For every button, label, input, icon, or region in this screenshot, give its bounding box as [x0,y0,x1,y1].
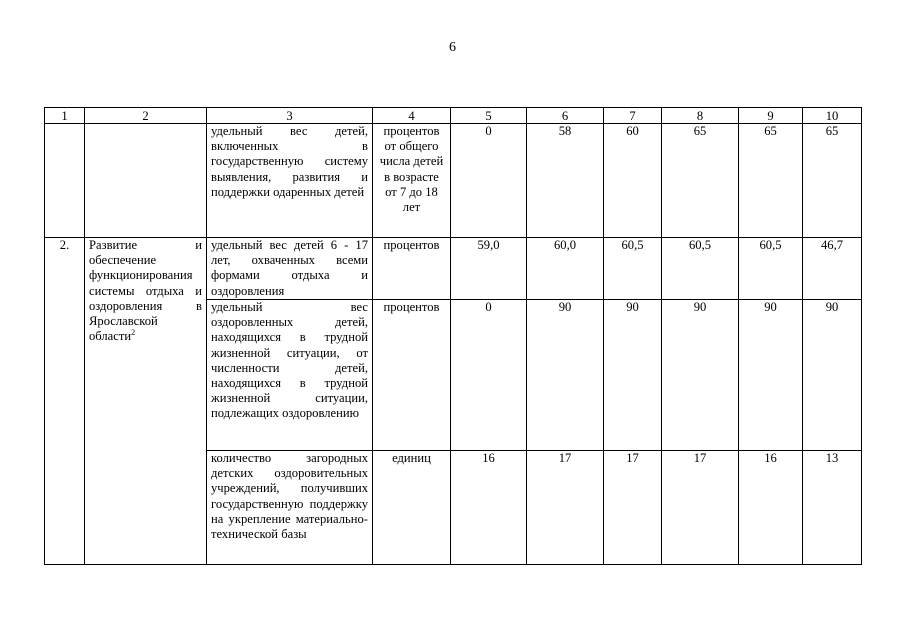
indicator-cell: удельный вес оздоровленных детей, находящихся в трудной жизненной ситуации, от численности детей, находящихся в трудной жизненной ситуации, подлежащих оздоровлению [207,300,373,451]
value-cell: 17 [527,451,604,565]
value-cell: 60,5 [604,238,662,300]
value-cell: 59,0 [451,238,527,300]
column-number: 9 [739,108,803,124]
value-cell: 16 [739,451,803,565]
column-number: 10 [803,108,862,124]
column-number: 1 [45,108,85,124]
unit-cell: процентов [373,300,451,451]
value-cell: 60,0 [527,238,604,300]
row-number-cell: 2. [45,238,85,565]
value-cell: 16 [451,451,527,565]
indicators-table [44,107,862,565]
value-cell: 17 [662,451,739,565]
unit-cell: единиц [373,451,451,565]
value-cell: 65 [803,124,862,238]
column-number: 7 [604,108,662,124]
column-number-row [45,108,862,124]
value-cell: 60 [604,124,662,238]
column-number: 3 [207,108,373,124]
page-number: 6 [449,40,456,55]
task-name: Развитие и обеспечение функционирования системы отдыха и оздоровления в Ярославской области [89,238,202,344]
column-number: 6 [527,108,604,124]
unit-cell: процентов [373,238,451,300]
column-number: 5 [451,108,527,124]
task-name-cell [85,238,207,565]
value-cell: 90 [803,300,862,451]
column-number: 2 [85,108,207,124]
footnote-mark: 2 [131,328,136,338]
indicator-cell: удельный вес детей 6 - 17 лет, охваченных всеми формами отдыха и оздоровления [207,238,373,300]
task-name-cell [85,124,207,238]
value-cell: 0 [451,124,527,238]
value-cell: 46,7 [803,238,862,300]
value-cell: 90 [662,300,739,451]
indicator-cell: удельный вес детей, включенных в государственную систему выявления, развития и поддержки одаренных детей [207,124,373,238]
table-row [45,238,862,300]
value-cell: 13 [803,451,862,565]
row-number-cell [45,124,85,238]
indicator-cell: количество загородных детских оздоровительных учреждений, получивших государственную поддержку на укрепление материально-технической базы [207,451,373,565]
table-row [45,124,862,238]
unit-cell: процентов от общего числа детей в возрасте от 7 до 18 лет [373,124,451,238]
column-number: 8 [662,108,739,124]
value-cell: 90 [527,300,604,451]
value-cell: 60,5 [662,238,739,300]
value-cell: 58 [527,124,604,238]
value-cell: 90 [739,300,803,451]
value-cell: 65 [739,124,803,238]
value-cell: 65 [662,124,739,238]
value-cell: 17 [604,451,662,565]
column-number: 4 [373,108,451,124]
value-cell: 0 [451,300,527,451]
value-cell: 60,5 [739,238,803,300]
value-cell: 90 [604,300,662,451]
